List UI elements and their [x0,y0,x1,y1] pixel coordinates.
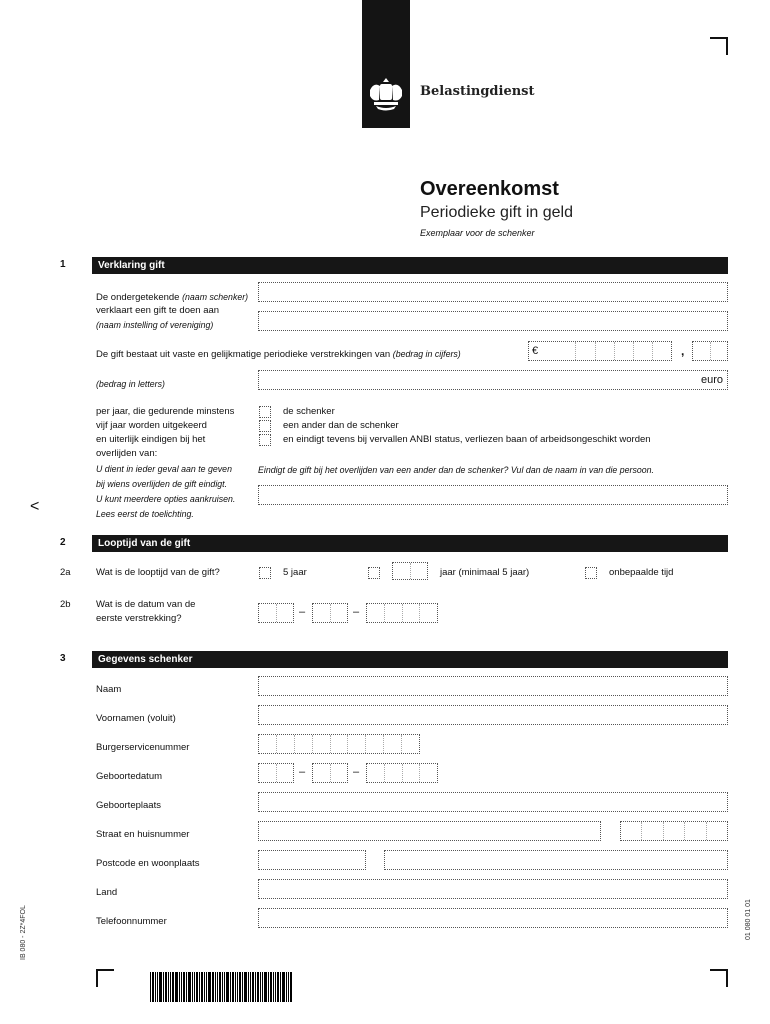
barcode-bar [204,972,205,1002]
donor-name-field[interactable] [258,282,728,302]
currency-cell: € [532,345,539,357]
barcode-bar [244,972,247,1002]
duration-line-2: vijf jaar worden uitgekeerd [96,420,207,431]
barcode-bar [290,972,292,1002]
option-anbi-label: en eindigt tevens bij vervallen ANBI status, verliezen baan of arbeidsongeschikt worden [283,434,651,445]
question-2b-number: 2b [60,599,71,610]
duration-line-1: per jaar, die gedurende minstens [96,406,235,417]
section-2-header: Looptijd van de gift [92,535,728,552]
option-donor-checkbox[interactable] [259,406,271,418]
barcode-bar [183,972,185,1002]
barcode-bar [170,972,171,1002]
page-title: Overeenkomst [420,178,559,200]
barcode-bar [224,972,225,1002]
barcode-bar [163,972,164,1002]
surname-field[interactable] [258,676,728,696]
barcode-bar [260,972,261,1002]
barcode-bar [262,972,263,1002]
field-label-birthplace: Geboorteplaats [96,800,161,811]
duration-5-years-label: 5 jaar [283,567,307,578]
date-separator: – [299,606,306,618]
page-subtitle: Periodieke gift in geld [420,204,573,221]
barcode-bar [226,972,229,1002]
barcode-bar [286,972,287,1002]
option-donor-label: de schenker [283,406,335,417]
option-anbi-checkbox[interactable] [259,434,271,446]
barcode-bar [252,972,254,1002]
barcode-bar [150,972,151,1002]
duration-years-field[interactable] [392,562,428,580]
barcode-bar [248,972,249,1002]
barcode-bar [273,972,274,1002]
option-other-label: een ander dan de schenker [283,420,399,431]
amount-letters-field[interactable] [258,370,728,390]
birth-month-field[interactable] [312,763,348,783]
recipient-name-field[interactable] [258,311,728,331]
barcode-bar [282,972,285,1002]
question-2b-line-2: eerste verstrekking? [96,613,182,624]
barcode-bar [230,972,231,1002]
note-line-2: bij wiens overlijden de gift eindigt. [96,479,228,489]
field-label-postcode-city: Postcode en woonplaats [96,858,200,869]
crop-mark-top-right [710,37,728,55]
barcode-bar [181,972,182,1002]
amount-cents-field[interactable] [692,341,728,361]
donor-label [96,290,248,305]
option-other-checkbox[interactable] [259,420,271,432]
recipient-hint: (naam instelling of vereniging) [96,320,214,330]
section-3-header: Gegevens schenker [92,651,728,668]
bsn-field[interactable] [258,734,420,754]
field-label-country: Land [96,887,118,898]
section-2-number: 2 [60,537,66,548]
barcode-bar [175,972,178,1002]
barcode-bar [242,972,243,1002]
barcode-bar [168,972,169,1002]
amount-label [96,347,461,362]
form-code-left: IB 080 - 2Z*4FOL [20,905,27,960]
barcode-bar [255,972,256,1002]
barcode-bar [155,972,156,1002]
date-separator: – [299,766,306,778]
duration-line-3: en uiterlijk eindigen bij het [96,434,206,445]
barcode-bar [270,972,272,1002]
copy-note: Exemplaar voor de schenker [420,228,535,238]
postcode-field[interactable] [258,850,366,870]
crop-mark-bottom-right [710,969,728,987]
duration-custom-label: jaar (minimaal 5 jaar) [440,567,530,578]
city-field[interactable] [384,850,728,870]
barcode-bar [199,972,200,1002]
barcode-bar [235,972,236,1002]
form-code-right: 01 080 01 01 [745,899,752,940]
barcode-bar [201,972,203,1002]
donor-label-hint: (naam schenker) [182,292,249,302]
birth-year-field[interactable] [366,763,438,783]
donor-label-text: De ondergetekende [96,292,183,303]
street-field[interactable] [258,821,601,841]
barcode-bar [215,972,216,1002]
start-month-field[interactable] [312,603,348,623]
barcode-bar [280,972,281,1002]
margin-arrow: < [30,498,40,515]
barcode-bar [250,972,251,1002]
amount-letters-label: (bedrag in letters) [96,379,165,389]
barcode-bar [222,972,223,1002]
phone-field[interactable] [258,908,728,928]
barcode-bar [186,972,187,1002]
birth-day-field[interactable] [258,763,294,783]
decimal-comma: , [681,344,685,358]
note-line-1: U dient in ieder geval aan te geven [96,464,232,474]
amount-digits-field[interactable] [528,341,672,361]
duration-5-years-checkbox[interactable] [259,567,271,579]
barcode-bar [257,972,259,1002]
barcode-bar [206,972,207,1002]
section-1-number: 1 [60,259,66,270]
house-number-field[interactable] [620,821,728,841]
duration-indefinite-label: onbepaalde tijd [609,567,674,578]
barcode-bar [165,972,167,1002]
date-separator: – [353,606,360,618]
note-line-4: Lees eerst de toelichting. [96,509,194,519]
barcode-bar [268,972,269,1002]
barcode-bar [232,972,234,1002]
barcode-bar [277,972,279,1002]
recipient-label: verklaart een gift te doen aan [96,305,220,316]
country-field[interactable] [258,879,728,899]
duration-indefinite-checkbox[interactable] [585,567,597,579]
date-separator: – [353,766,360,778]
euro-suffix: euro [700,374,723,386]
first-names-field[interactable] [258,705,728,725]
brand-name: Belastingdienst [420,84,535,99]
note-line-3: U kunt meerdere opties aankruisen. [96,494,236,504]
barcode-bar [275,972,276,1002]
barcode-bar [264,972,267,1002]
birthplace-field[interactable] [258,792,728,812]
barcode-bar [194,972,195,1002]
barcode-bar [212,972,214,1002]
field-label-name: Naam [96,684,122,695]
crop-mark-bottom-left [96,969,114,987]
barcode-bar [208,972,211,1002]
duration-line-4: overlijden van: [96,448,158,459]
barcode-bar [152,972,154,1002]
logo-block [362,0,410,128]
field-label-birthdate: Geboortedatum [96,771,163,782]
barcode-bar [172,972,174,1002]
barcode-bar [157,972,158,1002]
barcode-bar [196,972,198,1002]
start-year-field[interactable] [366,603,438,623]
amount-label-hint: (bedrag in cijfers) [392,349,461,359]
section-3-number: 3 [60,653,66,664]
barcode-bar [219,972,221,1002]
barcode [150,972,315,1002]
field-label-bsn: Burgerservicenummer [96,742,190,753]
barcode-bar [239,972,241,1002]
barcode-bar [192,972,193,1002]
crest-icon [362,0,410,128]
amount-label-text: De gift bestaat uit vaste en gelijkmatige periodieke verstrekkingen van [96,349,393,360]
barcode-bar [188,972,191,1002]
start-day-field[interactable] [258,603,294,623]
question-2a-label: Wat is de looptijd van de gift? [96,567,220,578]
field-label-first-names: Voornamen (voluit) [96,713,176,724]
barcode-bar [159,972,162,1002]
barcode-bar [179,972,180,1002]
question-2b-line-1: Wat is de datum van de [96,599,196,610]
field-label-phone: Telefoonnummer [96,916,167,927]
barcode-bar [217,972,218,1002]
question-2a-number: 2a [60,567,71,578]
barcode-bar [288,972,289,1002]
other-person-name-field[interactable] [258,485,728,505]
other-person-note: Eindigt de gift bij het overlijden van een ander dan de schenker? Vul dan de naam in van die persoon. [258,465,654,475]
section-1-header: Verklaring gift [92,257,728,274]
field-label-street: Straat en huisnummer [96,829,190,840]
duration-custom-checkbox[interactable] [368,567,380,579]
barcode-bar [237,972,238,1002]
